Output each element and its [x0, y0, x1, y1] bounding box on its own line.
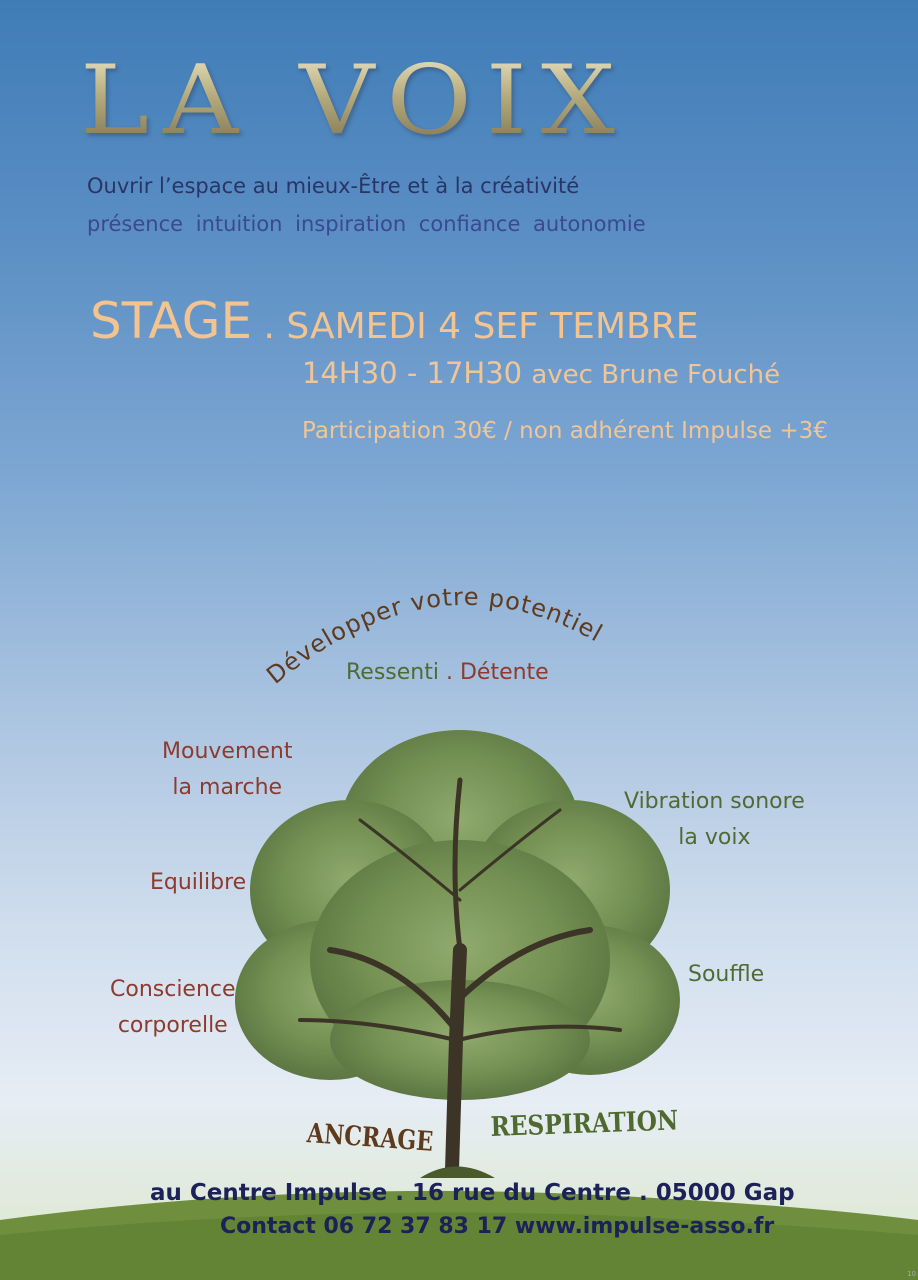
conscience-line-2: corporelle	[117, 1013, 228, 1038]
subtitle: Ouvrir l’espace au mieux-Être et à la créativité	[87, 174, 580, 198]
vibration-line-1: Vibration sonore	[624, 789, 805, 814]
arc-heading-text: Développer votre potentiel	[261, 582, 608, 690]
stage-separator: .	[263, 306, 275, 347]
stage-line	[90, 292, 699, 350]
time-line	[302, 356, 780, 390]
conscience-line-1: Conscience	[110, 977, 236, 1002]
arc-heading	[240, 560, 680, 720]
page-number: 10	[907, 1270, 916, 1278]
stage-time: 14H30 - 17H30	[302, 356, 523, 390]
stage-instructor: avec Brune Fouché	[531, 360, 781, 390]
word-vibration	[624, 784, 805, 856]
keywords-line: présence intuition inspiration confiance autonomie	[87, 212, 646, 236]
address-line: au Centre Impulse . 16 rue du Centre . 05000 Gap	[150, 1180, 795, 1206]
word-detente: Détente	[459, 660, 549, 685]
word-ancrage: ANCRAGE	[305, 1118, 435, 1158]
word-ressenti: Ressenti	[346, 660, 439, 685]
word-equilibre: Equilibre	[150, 870, 247, 895]
stage-label: STAGE	[90, 292, 253, 350]
contact-line: Contact 06 72 37 83 17 www.impulse-asso.fr	[220, 1214, 775, 1239]
word-mouvement	[162, 734, 292, 806]
word-separator: .	[438, 660, 460, 685]
mouvement-line-2: la marche	[172, 775, 283, 800]
word-respiration: RESPIRATION	[490, 1105, 679, 1143]
ressenti-detente	[346, 660, 549, 685]
word-conscience	[110, 972, 236, 1044]
poster-title: LA VOIX	[80, 43, 629, 156]
vibration-line-2: la voix	[678, 825, 751, 850]
mouvement-line-1: Mouvement	[162, 739, 293, 764]
word-souffle: Souffle	[688, 962, 765, 987]
price-line: Participation 30€ / non adhérent Impulse +3€	[302, 418, 828, 444]
stage-date: SAMEDI 4 SEF TEMBRE	[286, 306, 699, 347]
